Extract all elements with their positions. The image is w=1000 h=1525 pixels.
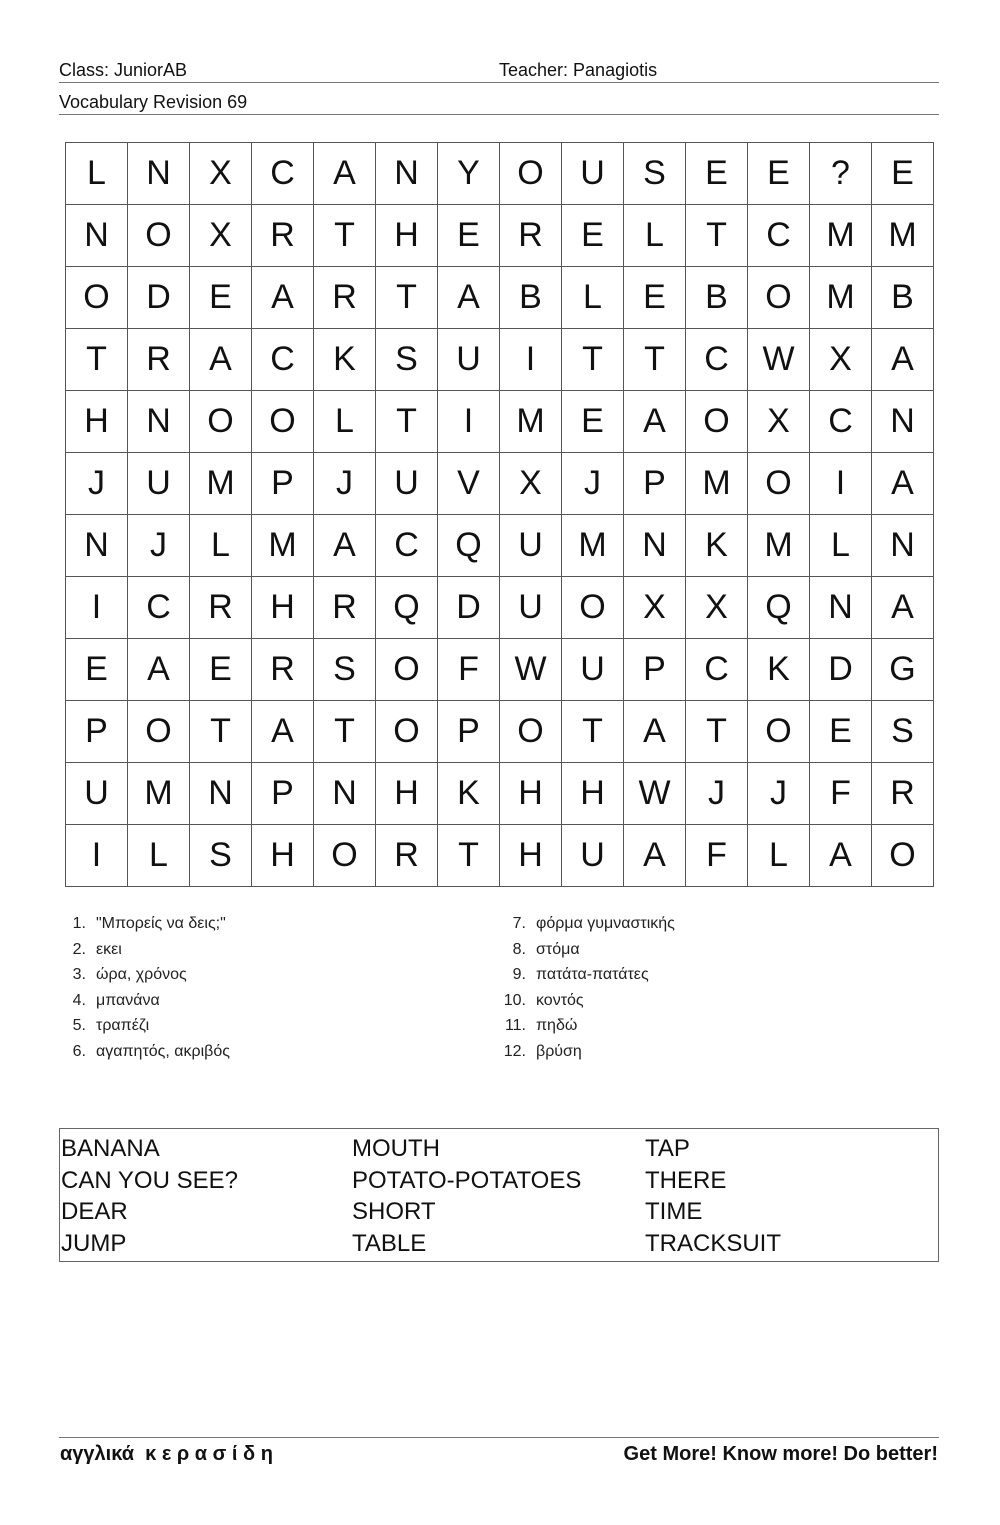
grid-cell[interactable]: A [624,825,686,887]
grid-cell[interactable]: M [190,453,252,515]
grid-cell[interactable]: L [128,825,190,887]
grid-cell[interactable]: A [624,701,686,763]
grid-cell[interactable]: U [562,143,624,205]
word-bank-word: TRACKSUIT [645,1229,782,1257]
clue-text: στόμα [536,940,580,958]
grid-cell[interactable]: K [748,639,810,701]
grid-cell[interactable]: E [66,639,128,701]
grid-cell[interactable]: O [500,143,562,205]
grid-cell[interactable]: N [872,515,934,577]
grid-cell[interactable]: O [376,639,438,701]
grid-cell[interactable]: N [624,515,686,577]
grid-cell[interactable]: J [686,763,748,825]
clue-text: μπανάνα [96,991,160,1009]
grid-cell[interactable]: A [314,515,376,577]
grid-row [66,825,934,887]
grid-cell[interactable]: L [748,825,810,887]
grid-cell[interactable]: D [128,267,190,329]
grid-cell[interactable]: K [438,763,500,825]
grid-cell[interactable]: T [376,391,438,453]
grid-cell[interactable]: R [252,205,314,267]
clue-number: 5. [72,1017,86,1034]
clue-item [60,991,230,1017]
grid-cell[interactable]: J [748,763,810,825]
grid-cell[interactable]: N [872,391,934,453]
grid-cell[interactable]: G [872,639,934,701]
grid-cell[interactable]: A [314,143,376,205]
word-bank-word: THERE [645,1166,727,1194]
clue-text: αγαπητός, ακριβός [96,1042,230,1060]
clue-item [500,965,675,991]
footer-divider [59,1437,939,1438]
grid-cell[interactable]: T [314,701,376,763]
clue-text: βρύση [536,1042,582,1060]
grid-cell[interactable]: A [128,639,190,701]
grid-cell[interactable]: X [190,143,252,205]
grid-cell[interactable]: I [66,577,128,639]
word-bank-column [352,1133,581,1259]
grid-cell[interactable]: S [872,701,934,763]
clue-list-right [500,914,675,1067]
grid-cell[interactable]: R [314,267,376,329]
grid-cell[interactable]: T [376,267,438,329]
grid-cell[interactable]: T [686,701,748,763]
clue-item [500,1042,675,1068]
clue-item [60,1016,230,1042]
clue-number: 10. [503,991,526,1009]
grid-cell[interactable]: C [686,329,748,391]
grid-cell[interactable]: U [500,515,562,577]
grid-cell[interactable]: M [562,515,624,577]
grid-cell[interactable]: O [314,825,376,887]
clue-list-left [60,914,230,1067]
grid-cell[interactable]: B [686,267,748,329]
grid-cell[interactable]: H [500,763,562,825]
clue-number: 9. [512,966,526,983]
grid-cell[interactable]: O [252,391,314,453]
grid-cell[interactable]: U [500,577,562,639]
grid-cell[interactable]: C [252,143,314,205]
header-divider-2 [59,114,939,115]
clue-text: "Μπορείς να δεις;" [96,915,226,932]
word-bank-word: MOUTH [352,1135,440,1162]
clue-item [500,1016,675,1042]
grid-cell[interactable]: N [66,515,128,577]
grid-cell[interactable]: B [500,267,562,329]
grid-cell[interactable]: E [562,205,624,267]
grid-cell[interactable]: E [190,639,252,701]
clue-text: πηδώ [536,1017,578,1034]
grid-row [66,205,934,267]
grid-cell[interactable]: J [562,453,624,515]
grid-cell[interactable]: P [438,701,500,763]
grid-cell[interactable]: O [66,267,128,329]
word-bank-word: POTATO-POTATOES [352,1166,582,1194]
clue-item [60,914,230,940]
word-bank-column [645,1133,781,1259]
clue-item [500,940,675,966]
grid-cell[interactable]: P [624,639,686,701]
grid-row [66,267,934,329]
clue-item [60,965,230,991]
grid-cell[interactable]: A [252,701,314,763]
grid-cell[interactable]: R [376,825,438,887]
grid-cell[interactable]: O [748,701,810,763]
class-label: Class: JuniorAB [59,60,188,80]
grid-cell[interactable]: A [872,577,934,639]
grid-cell[interactable]: U [562,825,624,887]
grid-row [66,453,934,515]
grid-cell[interactable]: H [252,577,314,639]
grid-cell[interactable]: N [810,577,872,639]
clue-number: 4. [72,991,86,1009]
grid-cell[interactable]: M [252,515,314,577]
grid-cell[interactable]: M [748,515,810,577]
grid-row [66,515,934,577]
grid-cell[interactable]: O [190,391,252,453]
grid-cell[interactable]: R [252,639,314,701]
grid-cell[interactable]: N [190,763,252,825]
grid-cell[interactable]: E [872,143,934,205]
grid-cell[interactable]: T [190,701,252,763]
grid-cell[interactable]: M [686,453,748,515]
grid-cell[interactable]: C [252,329,314,391]
grid-cell[interactable]: N [128,143,190,205]
grid-cell[interactable]: T [686,205,748,267]
grid-cell[interactable]: K [686,515,748,577]
grid-row [66,577,934,639]
grid-cell[interactable]: M [810,205,872,267]
grid-cell[interactable]: U [562,639,624,701]
word-bank-word: SHORT [352,1198,436,1225]
clue-item [60,940,230,966]
grid-cell[interactable]: X [624,577,686,639]
word-search-grid [65,142,934,887]
grid-cell[interactable]: O [128,205,190,267]
worksheet-subtitle: Vocabulary Revision 69 [59,92,248,112]
clue-number: 6. [72,1042,86,1060]
grid-cell[interactable]: U [376,453,438,515]
header-divider-1 [59,82,939,83]
grid-cell[interactable]: C [748,205,810,267]
grid-cell[interactable]: N [66,205,128,267]
grid-cell[interactable]: D [438,577,500,639]
clue-text: τραπέζι [96,1017,150,1034]
grid-cell[interactable]: W [748,329,810,391]
word-bank [59,1128,939,1262]
grid-cell[interactable]: T [562,329,624,391]
clue-text: πατάτα-πατάτες [536,966,649,983]
grid-cell[interactable]: A [438,267,500,329]
grid-cell[interactable]: O [500,701,562,763]
grid-cell[interactable]: K [314,329,376,391]
grid-cell[interactable]: H [562,763,624,825]
grid-cell[interactable]: F [686,825,748,887]
grid-cell[interactable]: L [66,143,128,205]
grid-cell[interactable]: T [66,329,128,391]
clue-number: 7. [512,915,526,932]
grid-cell[interactable]: O [872,825,934,887]
grid-cell[interactable]: O [686,391,748,453]
grid-cell[interactable]: N [128,391,190,453]
grid-cell[interactable]: I [438,391,500,453]
clue-item [60,1042,230,1068]
grid-row [66,639,934,701]
grid-cell[interactable]: X [748,391,810,453]
clue-number: 2. [72,940,86,958]
grid-cell[interactable]: C [128,577,190,639]
grid-cell[interactable]: L [624,205,686,267]
grid-cell[interactable]: T [624,329,686,391]
grid-cell[interactable]: J [66,453,128,515]
grid-cell[interactable]: H [376,763,438,825]
grid-cell[interactable]: R [500,205,562,267]
grid-cell[interactable]: L [562,267,624,329]
grid-cell[interactable]: L [314,391,376,453]
grid-cell[interactable]: W [624,763,686,825]
grid-cell[interactable]: H [66,391,128,453]
word-bank-word: TABLE [352,1229,427,1257]
grid-cell[interactable]: X [686,577,748,639]
grid-cell[interactable]: E [624,267,686,329]
grid-cell[interactable]: E [190,267,252,329]
grid-cell[interactable]: M [128,763,190,825]
clue-number: 12. [503,1042,526,1060]
grid-cell[interactable]: L [190,515,252,577]
grid-cell[interactable]: O [748,453,810,515]
grid-cell[interactable]: Q [438,515,500,577]
grid-row [66,391,934,453]
grid-cell[interactable]: D [810,639,872,701]
grid-cell[interactable]: R [314,577,376,639]
grid-cell[interactable]: X [810,329,872,391]
grid-cell[interactable]: R [872,763,934,825]
grid-cell[interactable]: H [376,205,438,267]
grid-cell[interactable]: V [438,453,500,515]
grid-cell[interactable]: I [810,453,872,515]
word-bank-column [61,1133,238,1259]
grid-cell[interactable]: O [748,267,810,329]
grid-cell[interactable]: S [314,639,376,701]
grid-row [66,763,934,825]
clue-text: κοντός [536,991,584,1009]
grid-cell[interactable]: Q [748,577,810,639]
footer-left-text: αγγλικά κ ε ρ α σ ί δ η [60,1443,273,1465]
grid-cell[interactable]: P [624,453,686,515]
grid-cell[interactable]: P [252,453,314,515]
grid-cell[interactable]: H [500,825,562,887]
clue-number: 11. [504,1017,526,1034]
grid-cell[interactable]: O [128,701,190,763]
grid-cell[interactable]: T [438,825,500,887]
grid-cell[interactable]: I [66,825,128,887]
clue-number: 3. [72,966,86,983]
word-bank-word: CAN YOU SEE? [61,1166,238,1194]
clue-text: ώρα, χρόνος [96,966,187,983]
grid-cell[interactable]: S [190,825,252,887]
word-bank-word: TAP [645,1135,690,1162]
grid-row [66,701,934,763]
word-bank-word: DEAR [61,1198,128,1225]
grid-cell[interactable]: E [438,205,500,267]
clue-number: 1. [72,915,86,932]
grid-cell[interactable]: H [252,825,314,887]
grid-cell[interactable]: O [562,577,624,639]
clue-item [500,991,675,1017]
grid-cell[interactable]: S [376,329,438,391]
clue-number: 8. [512,940,526,958]
grid-cell[interactable]: Y [438,143,500,205]
grid-cell[interactable]: Q [376,577,438,639]
grid-cell[interactable]: A [624,391,686,453]
grid-cell[interactable]: J [128,515,190,577]
grid-cell[interactable]: E [686,143,748,205]
grid-cell[interactable]: C [376,515,438,577]
grid-cell[interactable]: A [190,329,252,391]
grid-cell[interactable]: W [500,639,562,701]
grid-cell[interactable]: P [252,763,314,825]
grid-cell[interactable]: C [810,391,872,453]
grid-cell[interactable]: U [438,329,500,391]
grid-cell[interactable]: A [810,825,872,887]
grid-cell[interactable]: E [562,391,624,453]
grid-cell[interactable]: B [872,267,934,329]
grid-cell[interactable]: X [500,453,562,515]
grid-cell[interactable]: M [872,205,934,267]
grid-cell[interactable]: R [128,329,190,391]
grid-cell[interactable]: N [314,763,376,825]
grid-cell[interactable]: ? [810,143,872,205]
grid-cell[interactable]: P [66,701,128,763]
grid-cell[interactable]: S [624,143,686,205]
grid-cell[interactable]: L [810,515,872,577]
grid-cell[interactable]: M [500,391,562,453]
grid-cell[interactable]: T [562,701,624,763]
grid-row [66,329,934,391]
grid-cell[interactable]: T [314,205,376,267]
clue-text: φόρμα γυμναστικής [536,915,675,932]
grid-cell[interactable]: M [810,267,872,329]
word-bank-word: TIME [645,1198,703,1225]
teacher-label: Teacher: Panagiotis [499,60,658,80]
grid-cell[interactable]: A [872,329,934,391]
grid-row [66,143,934,205]
word-bank-word: JUMP [61,1229,127,1257]
grid-cell[interactable]: A [872,453,934,515]
grid-cell[interactable]: J [314,453,376,515]
word-bank-word: BANANA [61,1135,160,1162]
grid-cell[interactable]: A [252,267,314,329]
grid-cell[interactable]: X [190,205,252,267]
grid-cell[interactable]: O [376,701,438,763]
grid-cell[interactable]: E [810,701,872,763]
grid-cell[interactable]: F [438,639,500,701]
footer-slogan: Get More! Know more! Do better! [623,1443,938,1465]
grid-cell[interactable]: U [66,763,128,825]
grid-cell[interactable]: I [500,329,562,391]
grid-cell[interactable]: F [810,763,872,825]
clue-text: εκει [96,940,122,958]
grid-cell[interactable]: N [376,143,438,205]
clue-item [500,914,675,940]
grid-cell[interactable]: U [128,453,190,515]
grid-cell[interactable]: C [686,639,748,701]
grid-cell[interactable]: E [748,143,810,205]
grid-cell[interactable]: R [190,577,252,639]
